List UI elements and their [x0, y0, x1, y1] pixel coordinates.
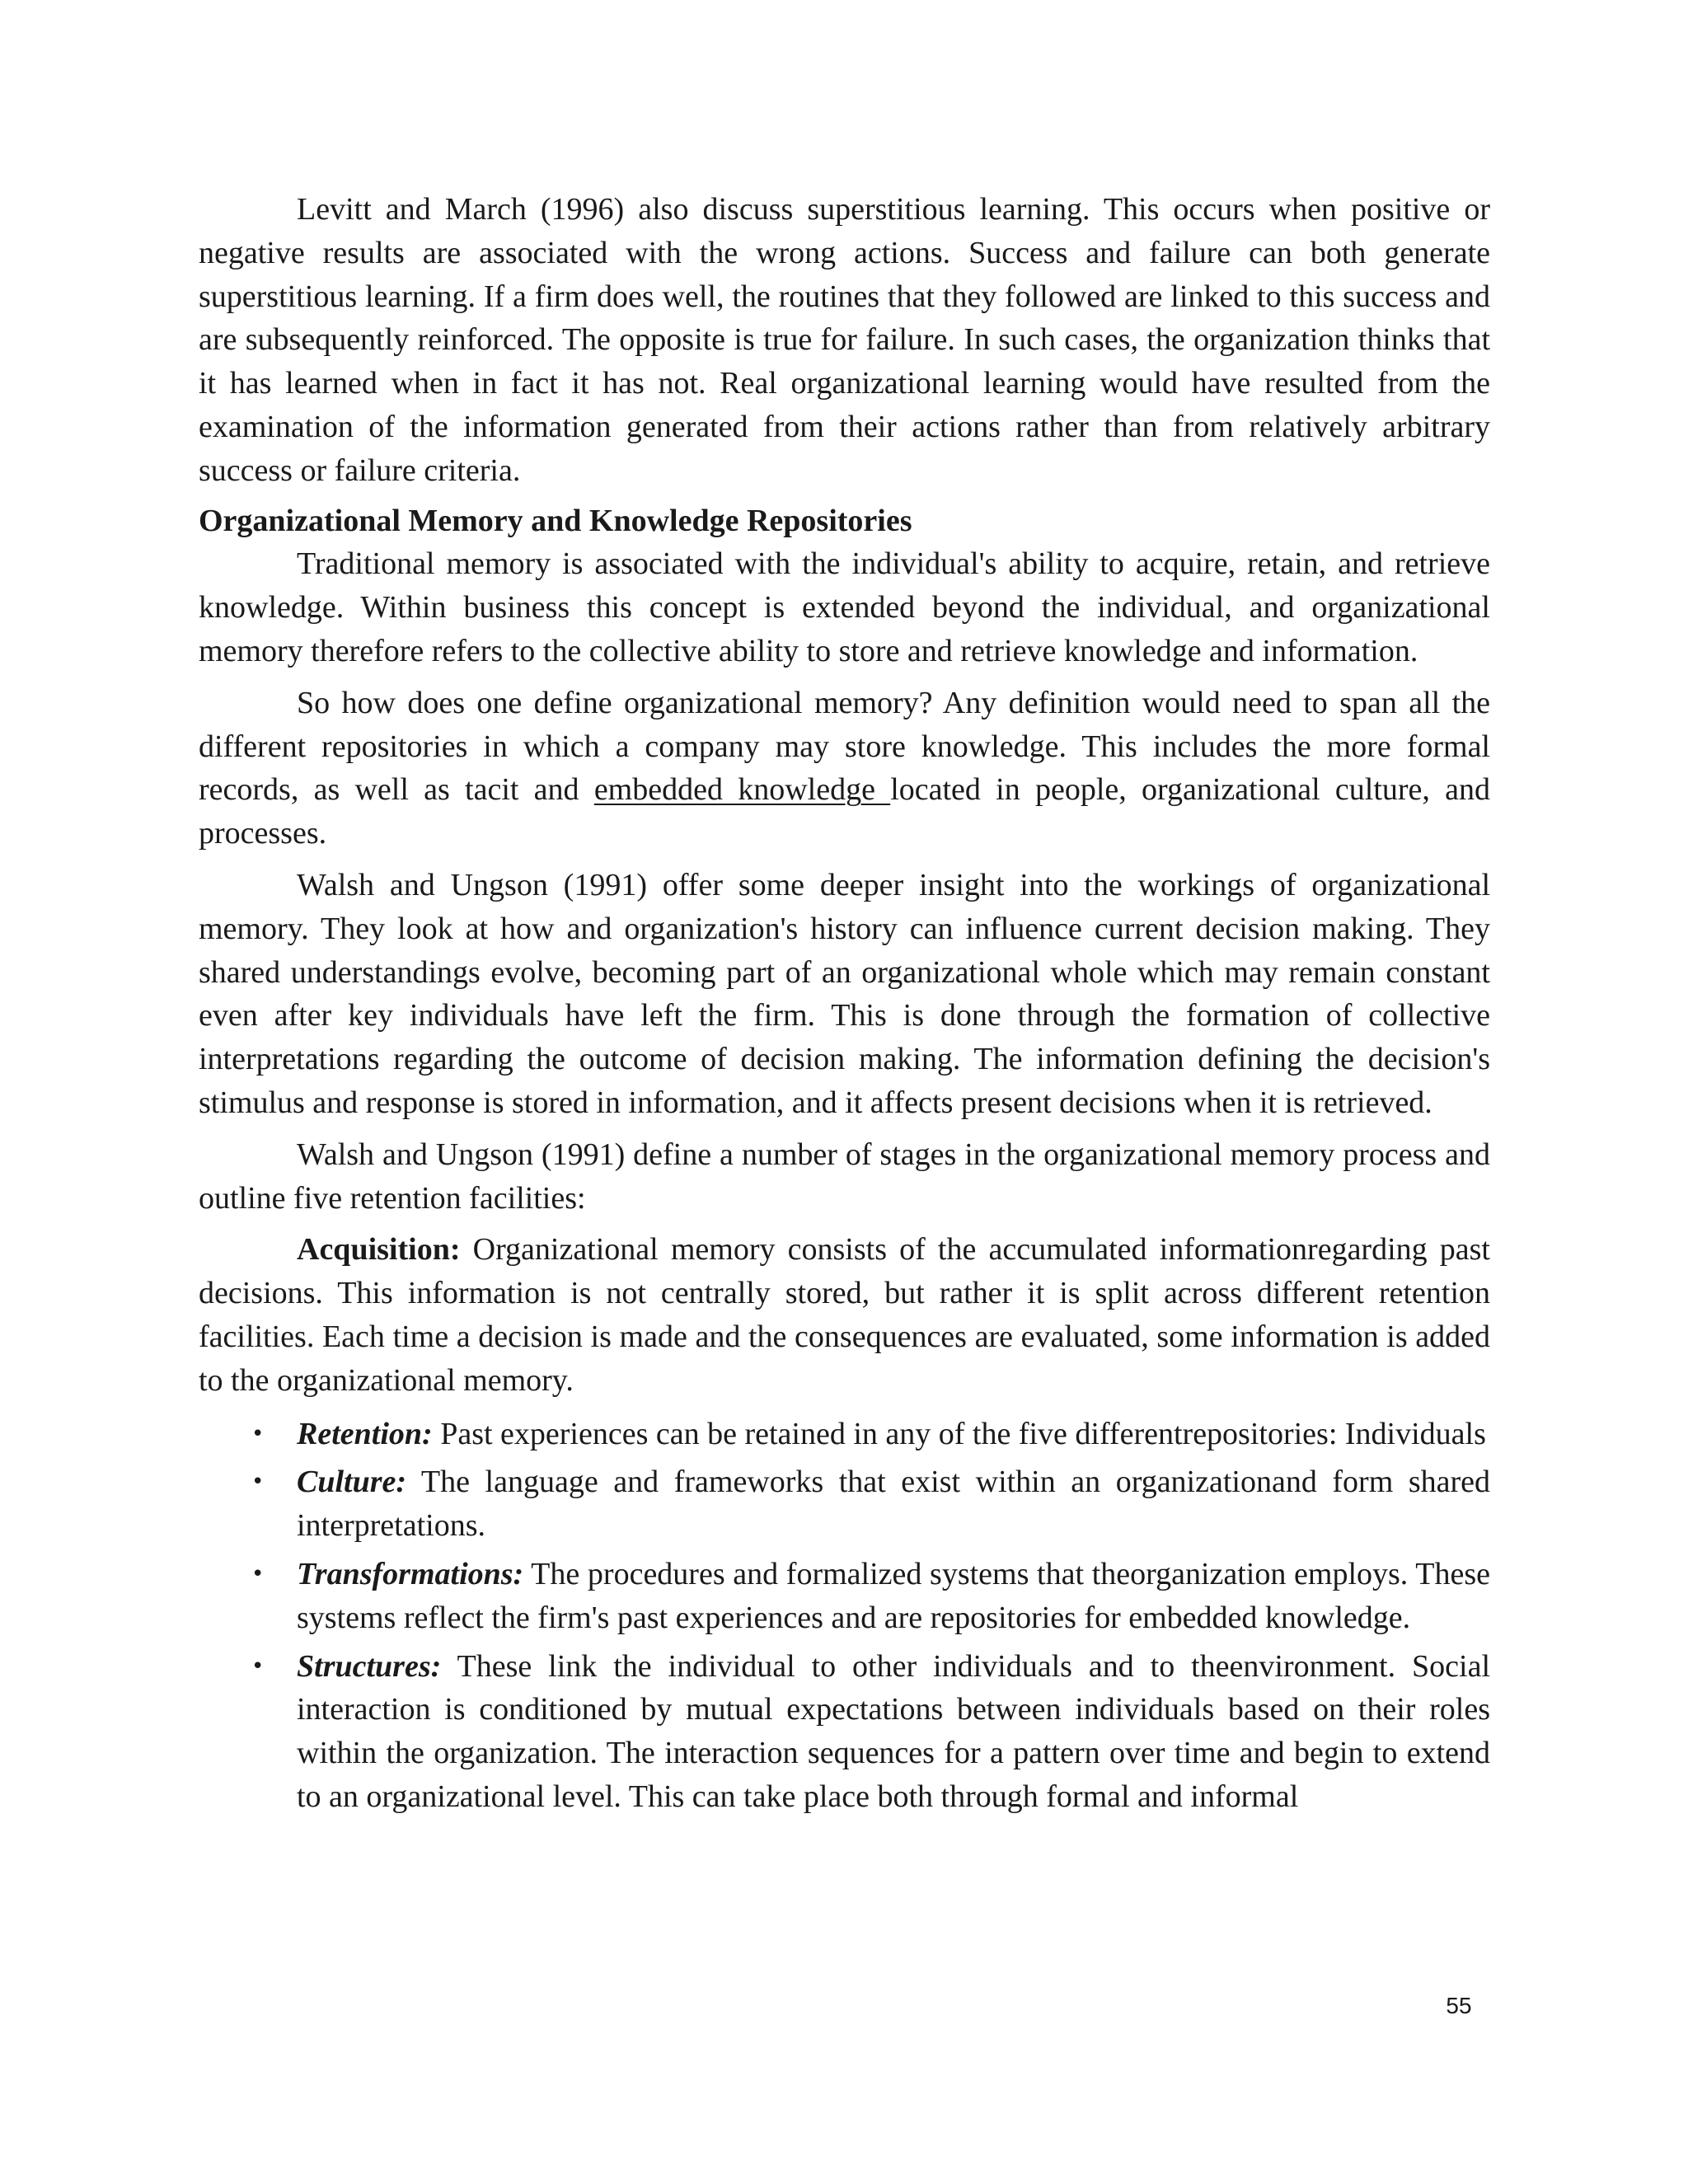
paragraph-define-memory — [199, 682, 1490, 855]
page-number: 55 — [1446, 1993, 1472, 2018]
list-item — [199, 1553, 1490, 1640]
embedded-knowledge-link[interactable]: embedded knowledge — [593, 772, 891, 808]
acquisition-label: Acquisition: — [297, 1232, 461, 1268]
list-item-term: Transformations: — [297, 1556, 524, 1591]
bullet-icon: • — [251, 1561, 265, 1586]
list-item-term: Retention: — [297, 1416, 433, 1451]
list-item-text: The language and frameworks that exist within an organizationand form shared interpretations. — [297, 1465, 1490, 1544]
acquisition-text: Organizational memory consists of the accumulated informationregarding past decisions. This information is not centrally stored, but rather it is split across different retention facilities. Each time a decision is made and the consequences are evaluated, some information is added to the organizational memory. — [199, 1232, 1490, 1398]
list-item-text: Past experiences can be retained in any of the five differentrepositories: Individuals — [432, 1416, 1486, 1451]
bullet-icon: • — [251, 1421, 265, 1446]
paragraph-superstitious-learning: Levitt and March (1996) also discuss superstitious learning. This occurs when positive or negative results are associated with the wrong actions. Success and failure can both generate superstitious learning. If a firm does well, the routines that they followed are linked to this success and are subsequently reinforced. The opposite is true for failure. In such cases, the organization thinks that it has learned when in fact it has not. Real organizational learning would have resulted from the examination of the information generated from their actions rather than from relatively arbitrary success or failure criteria. — [199, 192, 1490, 488]
paragraph-define-memory-text: So how does one define organizational memory? Any definition would need to span all the different repositories in which a company may store knowledge. This includes the more formal records, as well as tacit and — [199, 685, 1490, 808]
bullet-icon: • — [251, 1469, 265, 1495]
list-item-text: The procedures and formalized systems that theorganization employs. These systems reflect the firm's past experiences and are repositories for embedded knowledge. — [297, 1556, 1490, 1635]
section-heading: Organizational Memory and Knowledge Repositories — [199, 503, 912, 538]
paragraph-walsh-ungson-insight: Walsh and Ungson (1991) offer some deeper insight into the workings of organizational memory. They look at how and organization's history can influence current decision making. They shared understandings evolve, becoming part of an organizational whole which may remain constant even after key individuals have left the firm. This is done through the formation of collective interpretations regarding the outcome of decision making. The information defining the decision's stimulus and response is stored in information, and it affects present decisions when it is retrieved. — [199, 867, 1490, 1120]
list-item-term: Structures: — [297, 1648, 442, 1684]
list-item-term: Culture: — [297, 1465, 407, 1500]
paragraph-define-memory-text-end: located in people, organizational culture, and processes. — [199, 772, 1491, 851]
paragraph-acquisition — [199, 1228, 1490, 1402]
list-item — [199, 1645, 1490, 1819]
page-body — [199, 188, 1490, 1824]
paragraph-traditional-memory: Traditional memory is associated with the individual's ability to acquire, retain, and retrieve knowledge. Within business this concept is extended beyond the individual, and organizational memory therefore refers to the collective ability to store and retrieve knowledge and information. — [199, 546, 1490, 668]
list-item — [199, 1460, 1490, 1548]
list-item — [199, 1413, 1490, 1456]
list-item-text: These link the individual to other individuals and to theenvironment. Social interaction is conditioned by mutual expectations between individuals based on their roles within the organization. The interaction sequences for a pattern over time and begin to extend to an organizational level. This can take place both through formal and informal — [297, 1648, 1490, 1814]
bullet-icon: • — [251, 1653, 265, 1679]
retention-facilities-list — [199, 1413, 1490, 1819]
paragraph-walsh-ungson-stages: Walsh and Ungson (1991) define a number of stages in the organizational memory process and outline five retention facilities: — [199, 1137, 1490, 1216]
